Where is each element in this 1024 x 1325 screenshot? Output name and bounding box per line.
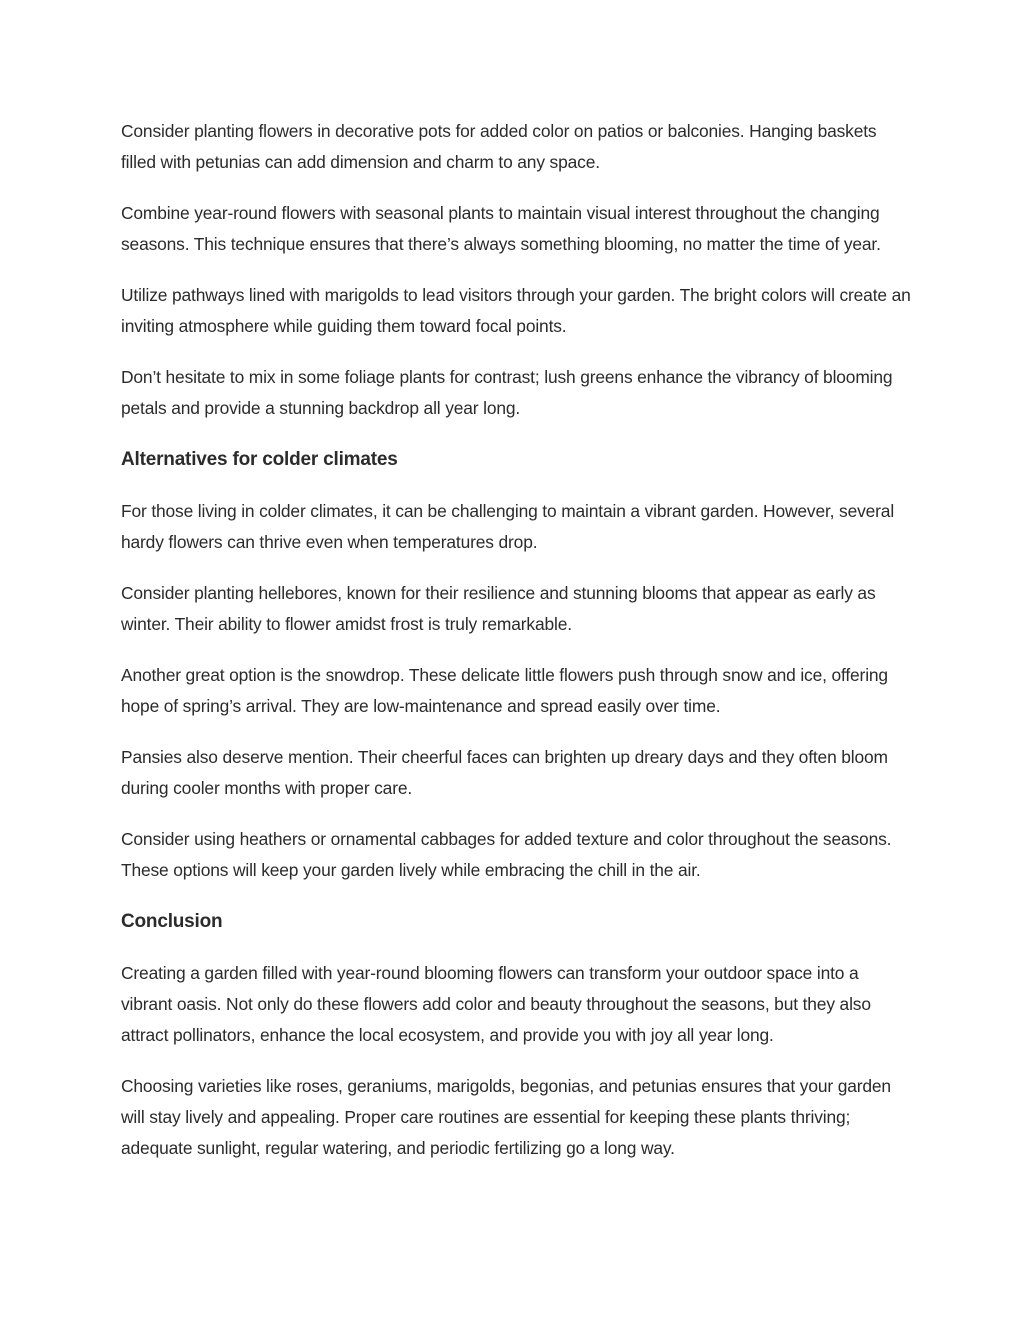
paragraph-marigold-pathways: Utilize pathways lined with marigolds to lead visitors through your garden. The bright colors will create an inviting atmosphere while guiding them toward focal points. bbox=[121, 285, 911, 336]
paragraph-heathers: Consider using heathers or ornamental cabbages for added texture and color throughout the seasons. These options will keep your garden lively while embracing the chill in the air. bbox=[121, 829, 892, 880]
paragraph-decorative-pots: Consider planting flowers in decorative pots for added color on patios or balconies. Hanging baskets filled with petunias can add dimension and charm to any space. bbox=[121, 121, 877, 172]
heading-colder-climates: Alternatives for colder climates bbox=[121, 449, 398, 470]
paragraph-conclusion-varieties: Choosing varieties like roses, geraniums, marigolds, begonias, and petunias ensures that your garden will stay lively and appealing. Proper care routines are essential for keeping these plants thriving; adequate sunlight, regular watering, and periodic fertilizing go a long way. bbox=[121, 1076, 891, 1158]
paragraph-snowdrop: Another great option is the snowdrop. These delicate little flowers push through snow and ice, offering hope of spring’s arrival. They are low-maintenance and spread easily over time. bbox=[121, 665, 888, 716]
paragraph-pansies: Pansies also deserve mention. Their cheerful faces can brighten up dreary days and they often bloom during cooler months with proper care. bbox=[121, 747, 888, 798]
paragraph-colder-climates-intro: For those living in colder climates, it can be challenging to maintain a vibrant garden. However, several hardy flowers can thrive even when temperatures drop. bbox=[121, 501, 895, 552]
document-page bbox=[121, 116, 911, 1184]
paragraph-conclusion-oasis: Creating a garden filled with year-round blooming flowers can transform your outdoor space into a vibrant oasis. Not only do these flowers add color and beauty throughout the seasons, but they also attract pollinators, enhance the local ecosystem, and provide you with joy all year long. bbox=[121, 963, 871, 1045]
heading-conclusion: Conclusion bbox=[121, 911, 223, 932]
paragraph-foliage-contrast: Don’t hesitate to mix in some foliage plants for contrast; lush greens enhance the vibrancy of blooming petals and provide a stunning backdrop all year long. bbox=[121, 367, 893, 418]
paragraph-hellebores: Consider planting hellebores, known for their resilience and stunning blooms that appear as early as winter. Their ability to flower amidst frost is truly remarkable. bbox=[121, 583, 876, 634]
paragraph-seasonal-plants: Combine year-round flowers with seasonal plants to maintain visual interest throughout the changing seasons. This technique ensures that there’s always something blooming, no matter the time of year. bbox=[121, 203, 881, 254]
